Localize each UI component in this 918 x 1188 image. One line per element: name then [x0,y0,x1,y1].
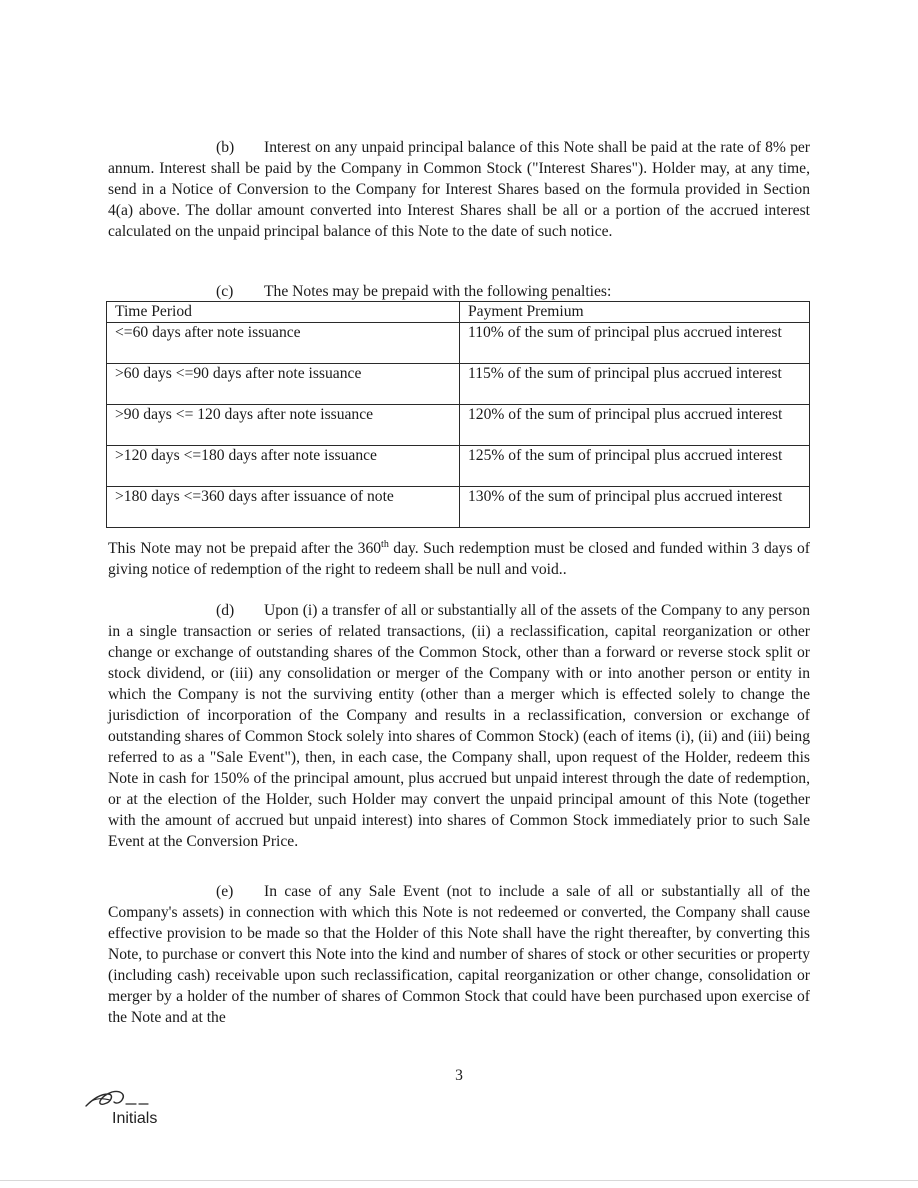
paragraph-b [108,137,810,242]
paragraph-e [108,881,810,1028]
paragraph-d-label: (d) [216,602,235,619]
paragraph-c-intro [216,281,716,302]
table-row [107,487,810,528]
paragraph-d [108,600,810,852]
paragraph-c-label: (c) [216,283,234,300]
paragraph-e-text: In case of any Sale Event (not to include a sale of all or substantially all of the Company's assets) in connection with which this Note is not redeemed or converted, the Company shall cause effective provision to be made so that the Holder of this Note shall have the right thereafter, by converting this Note, to purchase or convert this Note into the kind and number of shares of stock or other securities or property (including cash) receivable upon such reclassification, capital reorganization or other change, consolidation or merger by a holder of the number of shares of Common Stock that could have been purchased upon exercise of the Note and at the [108,883,810,1026]
table-header-payment-premium: Payment Premium [460,302,810,323]
table-cell-period: >180 days <=360 days after issuance of note [107,487,460,528]
paragraph-c-after-text-2: day. Such redemption must be closed and funded within 3 days of giving notice of redemption of the right to redeem shall be null and void.. [108,540,810,578]
bottom-scan-edge [0,1180,918,1181]
paragraph-e-label: (e) [216,883,234,900]
initials-signature-mark [82,1082,152,1112]
paragraph-c-after-table [108,538,810,580]
page-number: 3 [455,1067,463,1084]
initials-label: Initials [112,1110,158,1127]
paragraph-c-after-text-1: This Note may not be prepaid after the 360 [108,540,382,557]
table-cell-period: >90 days <= 120 days after note issuance [107,405,460,446]
table-header-time-period: Time Period [107,302,460,323]
table-cell-premium: 110% of the sum of principal plus accrued interest [460,323,810,364]
table-cell-premium: 120% of the sum of principal plus accrued interest [460,405,810,446]
paragraph-c-intro-text: The Notes may be prepaid with the following penalties: [264,283,612,300]
table-cell-premium: 125% of the sum of principal plus accrued interest [460,446,810,487]
table-header-row [107,302,810,323]
paragraph-d-text: Upon (i) a transfer of all or substantially all of the assets of the Company to any person in a single transaction or series of related transactions, (ii) a reclassification, capital reorganization or other change or exchange of outstanding shares of the Common Stock, other than a forward or reverse stock split or stock dividend, or (iii) any consolidation or merger of the Company with or into another person or entity in which the Company is not the surviving entity (other than a merger which is effected solely to change the jurisdiction of incorporation of the Company and results in a reclassification, conversion or exchange of outstanding shares of Common Stock solely into shares of Common Stock) (each of items (i), (ii) and (iii) being referred to as a "Sale Event"), then, in each case, the Company shall, upon request of the Holder, redeem this Note in cash for 150% of the principal amount, plus accrued but unpaid interest through the date of redemption, or at the election of the Holder, such Holder may convert the unpaid principal amount of this Note (together with the amount of accrued but unpaid interest) into shares of Common Stock immediately prior to such Sale Event at the Conversion Price. [108,602,810,850]
table-row [107,446,810,487]
table-row [107,323,810,364]
ordinal-suffix: th [381,538,389,550]
paragraph-b-label: (b) [216,139,235,156]
table-row [107,405,810,446]
table-cell-period: >60 days <=90 days after note issuance [107,364,460,405]
table-row [107,364,810,405]
paragraph-b-text: Interest on any unpaid principal balance of this Note shall be paid at the rate of 8% per annum. Interest shall be paid by the Company in Common Stock ("Interest Shares"). Holder may, at any time, send in a Notice of Conversion to the Company for Interest Shares based on the formula provided in Section 4(a) above. The dollar amount converted into Interest Shares shall be all or a portion of the accrued interest calculated on the unpaid principal balance of this Note to the date of such notice. [108,139,810,240]
table-cell-premium: 130% of the sum of principal plus accrued interest [460,487,810,528]
prepayment-penalty-table [106,301,810,528]
table-cell-period: >120 days <=180 days after note issuance [107,446,460,487]
table-cell-period: <=60 days after note issuance [107,323,460,364]
table-cell-premium: 115% of the sum of principal plus accrued interest [460,364,810,405]
